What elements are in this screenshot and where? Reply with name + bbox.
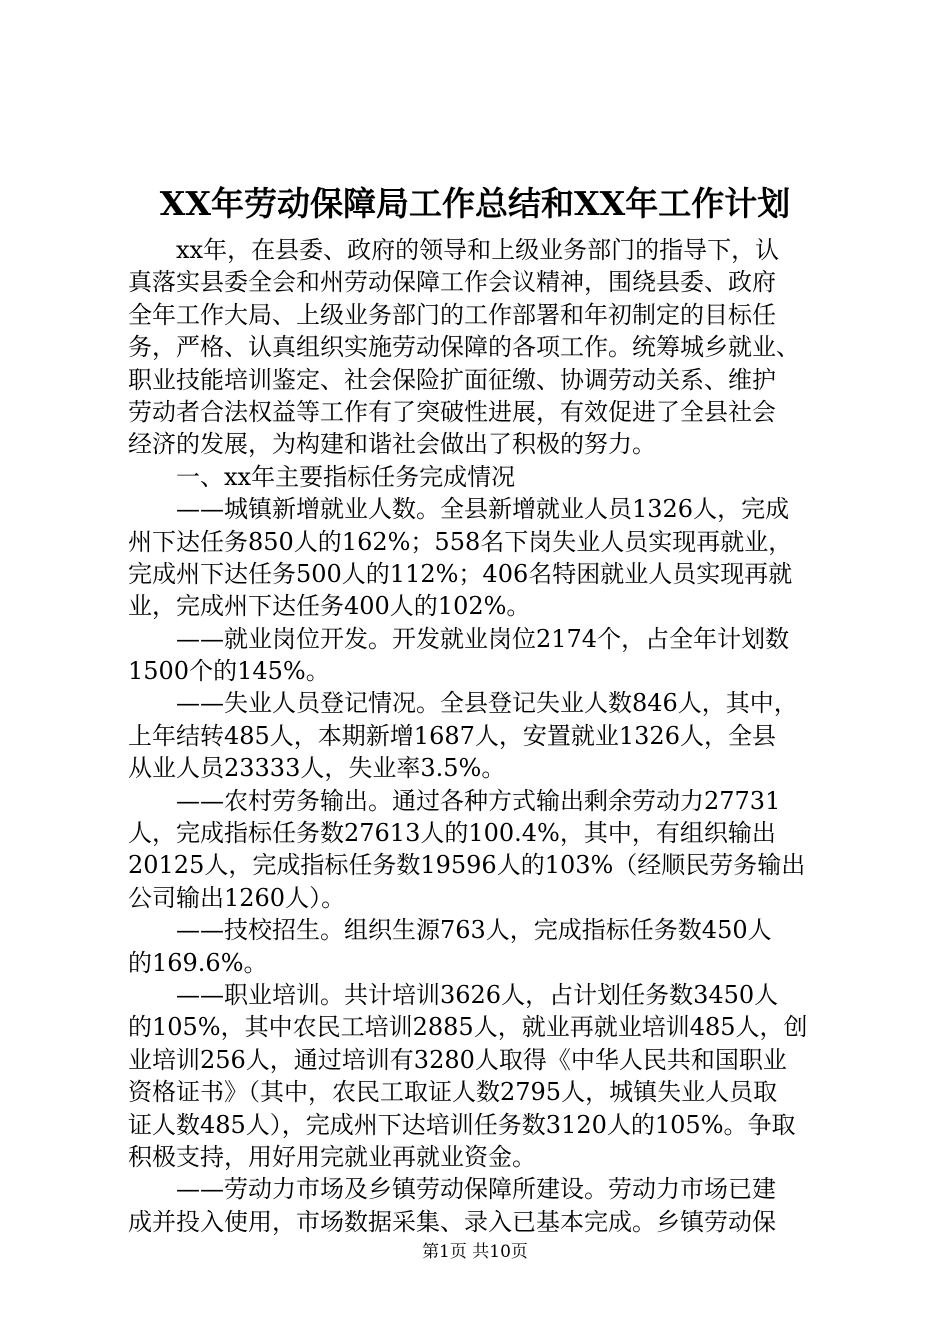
text-line: 真落实县委全会和州劳动保障工作会议精神，围绕县委、政府 xyxy=(128,268,776,297)
text-line: 人，完成指标任务数27613人的100.4%，其中，有组织输出 xyxy=(128,819,776,848)
page-footer: 第1页 共10页 xyxy=(422,1242,528,1262)
text-line: 全年工作大局、上级业务部门的工作部署和年初制定的目标任 xyxy=(128,300,776,329)
text-line: 劳动者合法权益等工作有了突破性进展，有效促进了全县社会 xyxy=(128,397,776,426)
document-body xyxy=(128,234,828,1238)
text-line: 的105%，其中农民工培训2885人，就业再就业培训485人，创 xyxy=(128,1013,808,1042)
text-line: ——技校招生。组织生源763人，完成指标任务数450人 xyxy=(176,916,772,945)
text-line: 职业技能培训鉴定、社会保险扩面征缴、协调劳动关系、维护 xyxy=(128,365,776,394)
text-line: 业培训256人，通过培训有3280人取得《中华人民共和国职业 xyxy=(128,1045,787,1074)
text-line: xx年，在县委、政府的领导和上级业务部门的指导下，认 xyxy=(176,236,780,264)
text-line: 公司输出1260人）。 xyxy=(128,883,346,912)
text-line: 上年结转485人，本期新增1687人，安置就业1326人，全县 xyxy=(128,721,776,750)
text-line: 业，完成州下达任务400人的102%。 xyxy=(128,592,531,621)
text-line: 证人数485人），完成州下达培训任务数3120人的105%。争取 xyxy=(128,1110,796,1139)
document-title: XX年劳动保障局工作总结和XX年工作计划 xyxy=(159,184,791,223)
text-line: 完成州下达任务500人的112%；406名特困就业人员实现再就 xyxy=(128,559,793,588)
text-line: 20125人，完成指标任务数19596人的103%（经顺民劳务输出 xyxy=(128,851,806,880)
text-line: 的169.6%。 xyxy=(128,948,268,977)
text-line: 经济的发展，为构建和谐社会做出了积极的努力。 xyxy=(128,430,656,459)
text-line: 从业人员23333人，失业率3.5%。 xyxy=(128,754,506,783)
text-line: 成并投入使用，市场数据采集、录入已基本完成。乡镇劳动保 xyxy=(128,1207,776,1236)
text-line: ——城镇新增就业人数。全县新增就业人员1326人，完成 xyxy=(176,495,790,524)
text-line: ——职业培训。共计培训3626人，占计划任务数3450人 xyxy=(176,980,779,1009)
text-line: ——劳动力市场及乡镇劳动保障所建设。劳动力市场已建 xyxy=(176,1175,776,1204)
text-line: 积极支持，用好用完就业再就业资金。 xyxy=(128,1142,536,1171)
text-line: ——失业人员登记情况。全县登记失业人数846人，其中， xyxy=(176,689,798,718)
text-line: 资格证书》（其中，农民工取证人数2795人，城镇失业人员取 xyxy=(128,1078,778,1107)
text-line: 州下达任务850人的162%；558名下岗失业人员实现再就业， xyxy=(128,527,793,556)
text-line: 务，严格、认真组织实施劳动保障的各项工作。统筹城乡就业、 xyxy=(128,333,800,362)
text-line: ——就业岗位开发。开发就业岗位2174个，占全年计划数 xyxy=(176,624,790,653)
text-line: ——农村劳务输出。通过各种方式输出剩余劳动力27731 xyxy=(176,786,781,815)
text-line: 一、xx年主要指标任务完成情况 xyxy=(176,462,516,491)
text-line: 1500个的145%。 xyxy=(128,657,330,686)
